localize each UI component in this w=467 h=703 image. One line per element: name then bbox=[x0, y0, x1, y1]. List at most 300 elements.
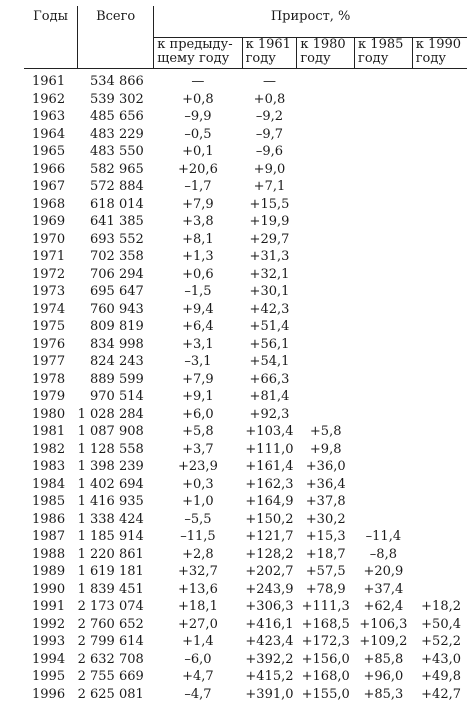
cell-to-1990 bbox=[412, 371, 467, 389]
cell-year: 1977 bbox=[24, 353, 78, 371]
cell-year: 1996 bbox=[24, 686, 78, 703]
cell-to-1961: +150,2 bbox=[242, 511, 297, 529]
cell-to-1961: +121,7 bbox=[242, 528, 297, 546]
cell-total: 1 185 914 bbox=[78, 528, 154, 546]
cell-prev-year: –3,1 bbox=[154, 353, 242, 371]
cell-prev-year: +27,0 bbox=[154, 616, 242, 634]
cell-to-1985 bbox=[355, 143, 413, 161]
cell-to-1990 bbox=[412, 476, 467, 494]
cell-to-1985: +96,0 bbox=[355, 668, 413, 686]
cell-year: 1995 bbox=[24, 668, 78, 686]
cell-to-1961: –9,7 bbox=[242, 126, 297, 144]
table-row bbox=[24, 69, 467, 91]
cell-to-1961: +31,3 bbox=[242, 248, 297, 266]
cell-to-1985 bbox=[355, 283, 413, 301]
cell-to-1985 bbox=[355, 178, 413, 196]
header-1980-line2: году bbox=[300, 52, 354, 66]
cell-prev-year: +2,8 bbox=[154, 546, 242, 564]
table-row bbox=[24, 423, 467, 441]
table-row bbox=[24, 598, 467, 616]
cell-to-1985 bbox=[355, 493, 413, 511]
cell-year: 1974 bbox=[24, 301, 78, 319]
cell-year: 1966 bbox=[24, 161, 78, 179]
cell-to-1985 bbox=[355, 91, 413, 109]
cell-total: 2 173 074 bbox=[78, 598, 154, 616]
cell-to-1990 bbox=[412, 69, 467, 91]
header-years: Годы bbox=[24, 6, 78, 69]
cell-to-1990: +43,0 bbox=[412, 651, 467, 669]
table-row bbox=[24, 318, 467, 336]
cell-year: 1994 bbox=[24, 651, 78, 669]
cell-total: 2 755 669 bbox=[78, 668, 154, 686]
header-growth: Прирост, % bbox=[154, 6, 467, 38]
cell-to-1990: +18,2 bbox=[412, 598, 467, 616]
cell-to-1980 bbox=[297, 248, 355, 266]
cell-to-1990 bbox=[412, 581, 467, 599]
cell-year: 1963 bbox=[24, 108, 78, 126]
cell-to-1990 bbox=[412, 493, 467, 511]
cell-to-1985 bbox=[355, 388, 413, 406]
header-1985-line2: году bbox=[358, 52, 412, 66]
table-header bbox=[24, 6, 467, 69]
cell-to-1961: +29,7 bbox=[242, 231, 297, 249]
cell-to-1985: +85,8 bbox=[355, 651, 413, 669]
cell-to-1990 bbox=[412, 511, 467, 529]
cell-prev-year: –1,7 bbox=[154, 178, 242, 196]
cell-year: 1988 bbox=[24, 546, 78, 564]
cell-to-1985 bbox=[355, 476, 413, 494]
cell-to-1980 bbox=[297, 371, 355, 389]
cell-to-1961: +128,2 bbox=[242, 546, 297, 564]
cell-to-1961: +111,0 bbox=[242, 441, 297, 459]
header-1990-line2: году bbox=[416, 52, 467, 66]
cell-year: 1991 bbox=[24, 598, 78, 616]
cell-prev-year: — bbox=[154, 69, 242, 91]
cell-to-1985 bbox=[355, 406, 413, 424]
cell-to-1985: +106,3 bbox=[355, 616, 413, 634]
cell-to-1985: –11,4 bbox=[355, 528, 413, 546]
cell-to-1990 bbox=[412, 213, 467, 231]
cell-to-1961: +9,0 bbox=[242, 161, 297, 179]
cell-year: 1967 bbox=[24, 178, 78, 196]
cell-total: 1 128 558 bbox=[78, 441, 154, 459]
cell-total: 1 416 935 bbox=[78, 493, 154, 511]
cell-to-1980 bbox=[297, 91, 355, 109]
cell-prev-year: +8,1 bbox=[154, 231, 242, 249]
cell-total: 572 884 bbox=[78, 178, 154, 196]
cell-to-1985: +37,4 bbox=[355, 581, 413, 599]
table-row bbox=[24, 406, 467, 424]
cell-total: 1 402 694 bbox=[78, 476, 154, 494]
cell-to-1961: +164,9 bbox=[242, 493, 297, 511]
cell-to-1985 bbox=[355, 213, 413, 231]
table-row bbox=[24, 283, 467, 301]
header-to-1990 bbox=[412, 38, 467, 69]
table-row bbox=[24, 108, 467, 126]
cell-prev-year: +4,7 bbox=[154, 668, 242, 686]
table-row bbox=[24, 668, 467, 686]
header-1990-line1: к 1990 bbox=[416, 38, 467, 52]
cell-total: 539 302 bbox=[78, 91, 154, 109]
cell-year: 1976 bbox=[24, 336, 78, 354]
table-row bbox=[24, 178, 467, 196]
cell-to-1980 bbox=[297, 143, 355, 161]
cell-to-1990: +52,2 bbox=[412, 633, 467, 651]
cell-prev-year: +1,4 bbox=[154, 633, 242, 651]
header-total: Всего bbox=[78, 6, 154, 69]
table-row bbox=[24, 686, 467, 703]
cell-to-1985 bbox=[355, 108, 413, 126]
header-1961-line1: к 1961 bbox=[246, 38, 297, 52]
cell-prev-year: +18,1 bbox=[154, 598, 242, 616]
cell-total: 889 599 bbox=[78, 371, 154, 389]
cell-to-1980 bbox=[297, 213, 355, 231]
cell-to-1985 bbox=[355, 301, 413, 319]
cell-to-1961: +32,1 bbox=[242, 266, 297, 284]
cell-year: 1985 bbox=[24, 493, 78, 511]
cell-to-1980: +155,0 bbox=[297, 686, 355, 703]
cell-total: 483 550 bbox=[78, 143, 154, 161]
cell-to-1980: +111,3 bbox=[297, 598, 355, 616]
cell-to-1990 bbox=[412, 283, 467, 301]
cell-to-1985 bbox=[355, 458, 413, 476]
cell-to-1985 bbox=[355, 126, 413, 144]
cell-to-1980 bbox=[297, 266, 355, 284]
cell-to-1980: +18,7 bbox=[297, 546, 355, 564]
cell-to-1985: +20,9 bbox=[355, 563, 413, 581]
cell-year: 1981 bbox=[24, 423, 78, 441]
cell-to-1990 bbox=[412, 266, 467, 284]
table-row bbox=[24, 616, 467, 634]
cell-year: 1969 bbox=[24, 213, 78, 231]
cell-to-1985 bbox=[355, 336, 413, 354]
cell-prev-year: +0,6 bbox=[154, 266, 242, 284]
header-prev-line2: щему году bbox=[157, 52, 241, 66]
cell-to-1990 bbox=[412, 406, 467, 424]
cell-to-1990 bbox=[412, 546, 467, 564]
cell-to-1961: +0,8 bbox=[242, 91, 297, 109]
cell-to-1980: +168,0 bbox=[297, 668, 355, 686]
cell-prev-year: +3,1 bbox=[154, 336, 242, 354]
cell-year: 1990 bbox=[24, 581, 78, 599]
header-to-1985 bbox=[355, 38, 413, 69]
cell-year: 1989 bbox=[24, 563, 78, 581]
cell-to-1980 bbox=[297, 126, 355, 144]
cell-to-1990 bbox=[412, 248, 467, 266]
cell-to-1961: +416,1 bbox=[242, 616, 297, 634]
cell-prev-year: +0,3 bbox=[154, 476, 242, 494]
cell-to-1961: +392,2 bbox=[242, 651, 297, 669]
cell-to-1990 bbox=[412, 353, 467, 371]
table-row bbox=[24, 511, 467, 529]
cell-prev-year: +3,7 bbox=[154, 441, 242, 459]
cell-prev-year: –0,5 bbox=[154, 126, 242, 144]
table-row bbox=[24, 143, 467, 161]
cell-to-1961: +162,3 bbox=[242, 476, 297, 494]
cell-prev-year: –1,5 bbox=[154, 283, 242, 301]
cell-total: 695 647 bbox=[78, 283, 154, 301]
cell-total: 1 028 284 bbox=[78, 406, 154, 424]
cell-to-1990 bbox=[412, 231, 467, 249]
cell-total: 618 014 bbox=[78, 196, 154, 214]
cell-year: 1987 bbox=[24, 528, 78, 546]
cell-prev-year: +0,8 bbox=[154, 91, 242, 109]
cell-to-1990: +42,7 bbox=[412, 686, 467, 703]
cell-to-1961: +415,2 bbox=[242, 668, 297, 686]
cell-year: 1980 bbox=[24, 406, 78, 424]
cell-year: 1984 bbox=[24, 476, 78, 494]
table-row bbox=[24, 336, 467, 354]
table-row bbox=[24, 476, 467, 494]
cell-to-1961: +66,3 bbox=[242, 371, 297, 389]
header-1985-line1: к 1985 bbox=[358, 38, 412, 52]
cell-to-1985 bbox=[355, 266, 413, 284]
cell-to-1990 bbox=[412, 126, 467, 144]
cell-total: 1 619 181 bbox=[78, 563, 154, 581]
cell-total: 2 799 614 bbox=[78, 633, 154, 651]
cell-total: 760 943 bbox=[78, 301, 154, 319]
cell-to-1990 bbox=[412, 423, 467, 441]
cell-total: 483 229 bbox=[78, 126, 154, 144]
cell-to-1961: +243,9 bbox=[242, 581, 297, 599]
cell-to-1980: +37,8 bbox=[297, 493, 355, 511]
cell-to-1980: +168,5 bbox=[297, 616, 355, 634]
table-row bbox=[24, 91, 467, 109]
cell-total: 1 398 239 bbox=[78, 458, 154, 476]
cell-prev-year: +5,8 bbox=[154, 423, 242, 441]
cell-to-1990 bbox=[412, 336, 467, 354]
header-to-1961 bbox=[242, 38, 297, 69]
cell-total: 970 514 bbox=[78, 388, 154, 406]
table-row bbox=[24, 371, 467, 389]
cell-prev-year: –4,7 bbox=[154, 686, 242, 703]
cell-to-1980 bbox=[297, 231, 355, 249]
header-to-1980 bbox=[297, 38, 355, 69]
table-row bbox=[24, 126, 467, 144]
cell-to-1961: +30,1 bbox=[242, 283, 297, 301]
cell-to-1980 bbox=[297, 336, 355, 354]
cell-to-1990 bbox=[412, 143, 467, 161]
cell-to-1990 bbox=[412, 161, 467, 179]
cell-prev-year: –11,5 bbox=[154, 528, 242, 546]
cell-year: 1971 bbox=[24, 248, 78, 266]
table-row bbox=[24, 388, 467, 406]
cell-to-1980 bbox=[297, 301, 355, 319]
table-row bbox=[24, 301, 467, 319]
cell-year: 1986 bbox=[24, 511, 78, 529]
cell-to-1961: +306,3 bbox=[242, 598, 297, 616]
header-prev-year bbox=[154, 38, 242, 69]
header-1980-line1: к 1980 bbox=[300, 38, 354, 52]
cell-to-1990: +50,4 bbox=[412, 616, 467, 634]
cell-to-1990 bbox=[412, 563, 467, 581]
cell-to-1980: +15,3 bbox=[297, 528, 355, 546]
cell-to-1990 bbox=[412, 318, 467, 336]
cell-to-1990 bbox=[412, 196, 467, 214]
cell-year: 1970 bbox=[24, 231, 78, 249]
cell-to-1985: +109,2 bbox=[355, 633, 413, 651]
cell-prev-year: +3,8 bbox=[154, 213, 242, 231]
cell-to-1990 bbox=[412, 458, 467, 476]
cell-year: 1962 bbox=[24, 91, 78, 109]
cell-to-1961: +15,5 bbox=[242, 196, 297, 214]
cell-year: 1968 bbox=[24, 196, 78, 214]
cell-to-1985 bbox=[355, 161, 413, 179]
cell-to-1961: +391,0 bbox=[242, 686, 297, 703]
cell-to-1980 bbox=[297, 388, 355, 406]
cell-to-1961: +42,3 bbox=[242, 301, 297, 319]
cell-to-1985 bbox=[355, 353, 413, 371]
cell-to-1980 bbox=[297, 196, 355, 214]
table-row bbox=[24, 353, 467, 371]
cell-year: 1964 bbox=[24, 126, 78, 144]
cell-year: 1993 bbox=[24, 633, 78, 651]
cell-total: 2 625 081 bbox=[78, 686, 154, 703]
statistics-table bbox=[24, 6, 467, 703]
cell-to-1961: +51,4 bbox=[242, 318, 297, 336]
table-row bbox=[24, 231, 467, 249]
cell-total: 1 087 908 bbox=[78, 423, 154, 441]
cell-prev-year: –9,9 bbox=[154, 108, 242, 126]
table-row bbox=[24, 458, 467, 476]
cell-to-1985: +85,3 bbox=[355, 686, 413, 703]
cell-total: 834 998 bbox=[78, 336, 154, 354]
cell-total: 1 839 451 bbox=[78, 581, 154, 599]
cell-year: 1965 bbox=[24, 143, 78, 161]
cell-to-1980 bbox=[297, 318, 355, 336]
cell-prev-year: +6,0 bbox=[154, 406, 242, 424]
cell-to-1961: –9,6 bbox=[242, 143, 297, 161]
cell-to-1990 bbox=[412, 108, 467, 126]
table-row bbox=[24, 563, 467, 581]
cell-total: 582 965 bbox=[78, 161, 154, 179]
header-prev-line1: к предыду- bbox=[157, 38, 241, 52]
cell-prev-year: +23,9 bbox=[154, 458, 242, 476]
cell-to-1961: +202,7 bbox=[242, 563, 297, 581]
cell-to-1980 bbox=[297, 108, 355, 126]
cell-to-1961: +81,4 bbox=[242, 388, 297, 406]
table-row bbox=[24, 633, 467, 651]
cell-to-1961: +19,9 bbox=[242, 213, 297, 231]
cell-to-1985: +62,4 bbox=[355, 598, 413, 616]
cell-total: 809 819 bbox=[78, 318, 154, 336]
cell-to-1980 bbox=[297, 69, 355, 91]
cell-to-1980 bbox=[297, 161, 355, 179]
cell-to-1985 bbox=[355, 511, 413, 529]
table-row bbox=[24, 266, 467, 284]
cell-to-1985 bbox=[355, 441, 413, 459]
cell-to-1980: +57,5 bbox=[297, 563, 355, 581]
cell-total: 641 385 bbox=[78, 213, 154, 231]
table-row bbox=[24, 651, 467, 669]
table-row bbox=[24, 196, 467, 214]
cell-to-1961: +56,1 bbox=[242, 336, 297, 354]
cell-to-1985 bbox=[355, 231, 413, 249]
cell-to-1980: +9,8 bbox=[297, 441, 355, 459]
cell-prev-year: –6,0 bbox=[154, 651, 242, 669]
table-row bbox=[24, 546, 467, 564]
cell-prev-year: +9,1 bbox=[154, 388, 242, 406]
cell-year: 1975 bbox=[24, 318, 78, 336]
cell-prev-year: +1,0 bbox=[154, 493, 242, 511]
cell-prev-year: +6,4 bbox=[154, 318, 242, 336]
cell-prev-year: +9,4 bbox=[154, 301, 242, 319]
cell-prev-year: +7,9 bbox=[154, 196, 242, 214]
header-1961-line2: году bbox=[246, 52, 297, 66]
table-row bbox=[24, 493, 467, 511]
cell-to-1985 bbox=[355, 423, 413, 441]
cell-to-1990 bbox=[412, 388, 467, 406]
table-row bbox=[24, 161, 467, 179]
cell-to-1961: +161,4 bbox=[242, 458, 297, 476]
cell-to-1961: +54,1 bbox=[242, 353, 297, 371]
cell-year: 1979 bbox=[24, 388, 78, 406]
cell-to-1980: +36,4 bbox=[297, 476, 355, 494]
cell-prev-year: +20,6 bbox=[154, 161, 242, 179]
cell-year: 1992 bbox=[24, 616, 78, 634]
cell-total: 2 760 652 bbox=[78, 616, 154, 634]
cell-to-1990 bbox=[412, 91, 467, 109]
cell-total: 1 338 424 bbox=[78, 511, 154, 529]
cell-to-1980 bbox=[297, 178, 355, 196]
cell-year: 1972 bbox=[24, 266, 78, 284]
cell-to-1980: +78,9 bbox=[297, 581, 355, 599]
cell-to-1980: +156,0 bbox=[297, 651, 355, 669]
cell-to-1980: +36,0 bbox=[297, 458, 355, 476]
cell-to-1985: –8,8 bbox=[355, 546, 413, 564]
cell-to-1980 bbox=[297, 353, 355, 371]
cell-total: 702 358 bbox=[78, 248, 154, 266]
table-body bbox=[24, 69, 467, 703]
cell-to-1980: +172,3 bbox=[297, 633, 355, 651]
cell-prev-year: –5,5 bbox=[154, 511, 242, 529]
cell-prev-year: +13,6 bbox=[154, 581, 242, 599]
cell-total: 485 656 bbox=[78, 108, 154, 126]
cell-total: 706 294 bbox=[78, 266, 154, 284]
cell-to-1990 bbox=[412, 301, 467, 319]
cell-to-1985 bbox=[355, 318, 413, 336]
cell-to-1990: +49,8 bbox=[412, 668, 467, 686]
cell-to-1990 bbox=[412, 528, 467, 546]
cell-prev-year: +0,1 bbox=[154, 143, 242, 161]
table-row bbox=[24, 248, 467, 266]
table-row bbox=[24, 581, 467, 599]
cell-to-1985 bbox=[355, 196, 413, 214]
cell-total: 693 552 bbox=[78, 231, 154, 249]
cell-year: 1982 bbox=[24, 441, 78, 459]
cell-total: 824 243 bbox=[78, 353, 154, 371]
cell-to-1961: +423,4 bbox=[242, 633, 297, 651]
cell-total: 534 866 bbox=[78, 69, 154, 91]
table-row bbox=[24, 441, 467, 459]
cell-to-1990 bbox=[412, 178, 467, 196]
cell-prev-year: +1,3 bbox=[154, 248, 242, 266]
cell-total: 1 220 861 bbox=[78, 546, 154, 564]
cell-prev-year: +7,9 bbox=[154, 371, 242, 389]
cell-to-1961: –9,2 bbox=[242, 108, 297, 126]
cell-year: 1983 bbox=[24, 458, 78, 476]
cell-to-1961: — bbox=[242, 69, 297, 91]
cell-year: 1961 bbox=[24, 69, 78, 91]
cell-to-1980 bbox=[297, 406, 355, 424]
cell-to-1961: +7,1 bbox=[242, 178, 297, 196]
cell-prev-year: +32,7 bbox=[154, 563, 242, 581]
cell-to-1985 bbox=[355, 248, 413, 266]
cell-to-1985 bbox=[355, 371, 413, 389]
cell-total: 2 632 708 bbox=[78, 651, 154, 669]
cell-year: 1978 bbox=[24, 371, 78, 389]
cell-to-1980: +5,8 bbox=[297, 423, 355, 441]
